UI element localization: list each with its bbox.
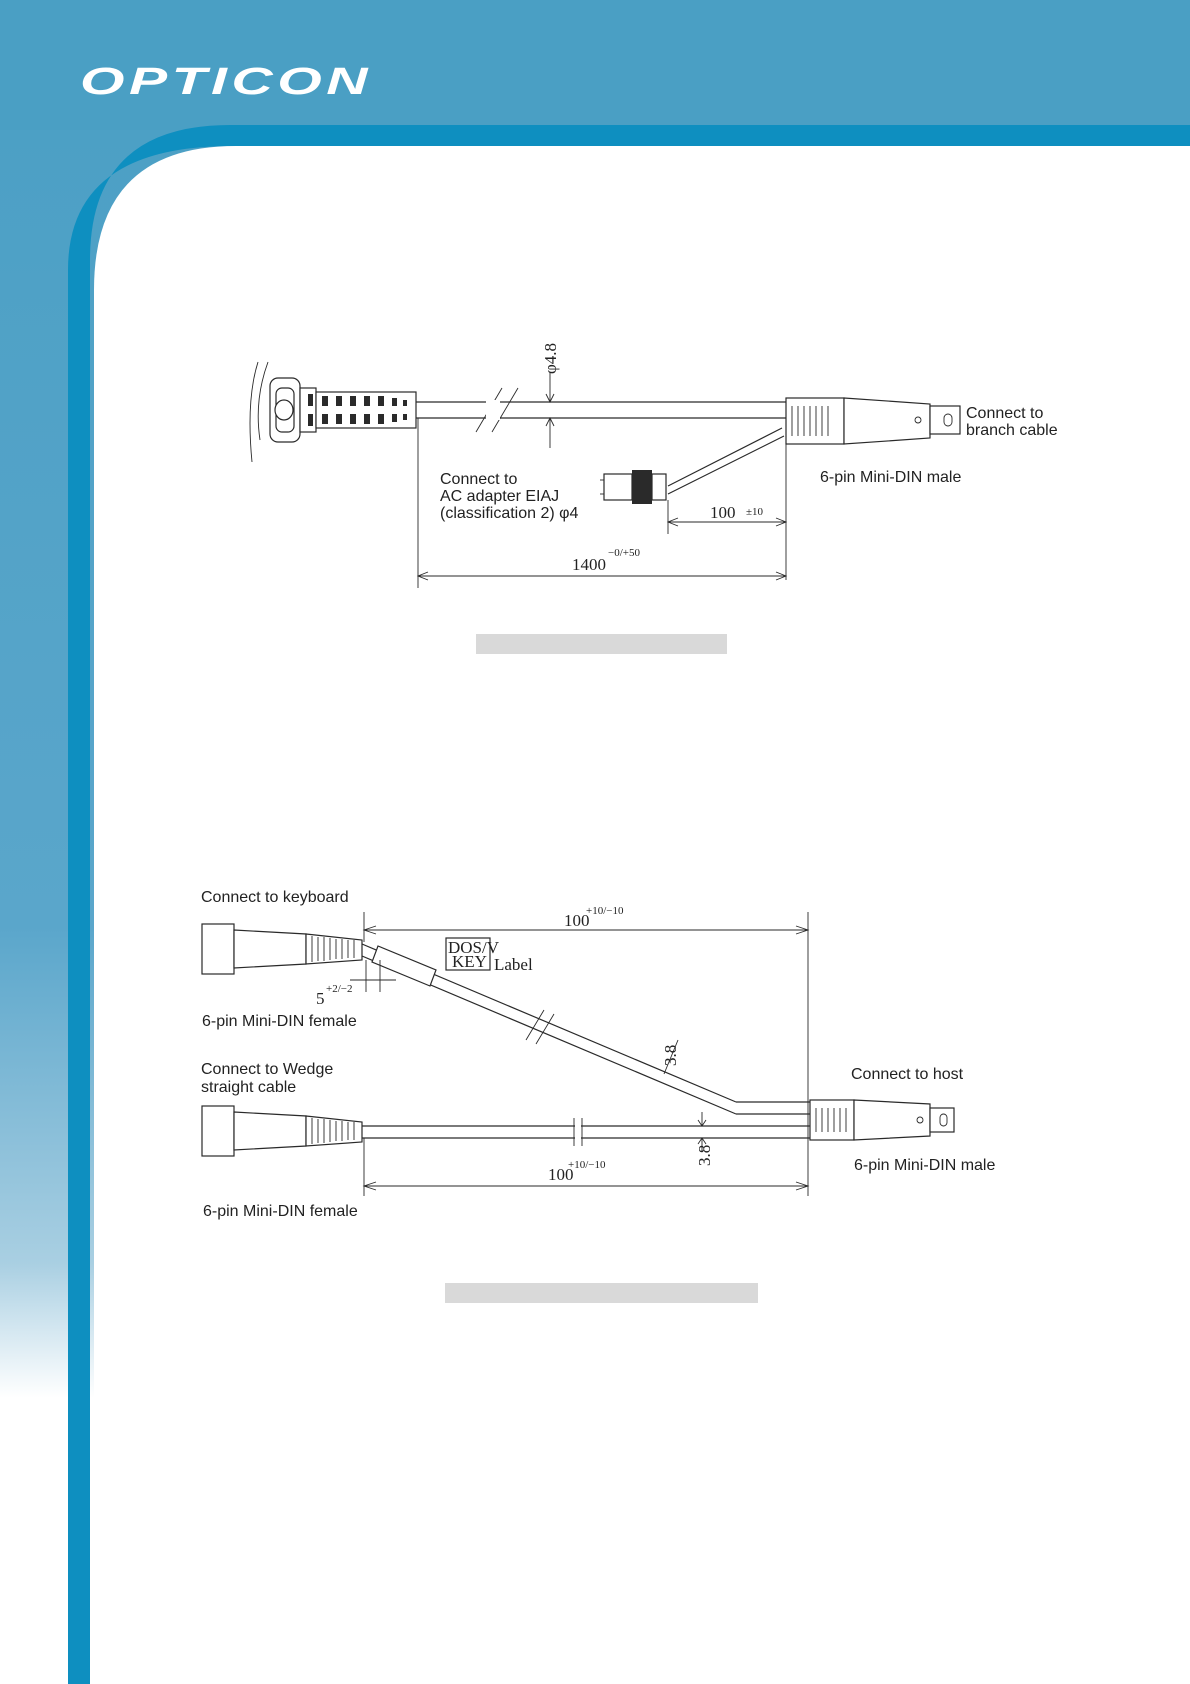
svg-text:6-pin Mini-DIN male: 6-pin Mini-DIN male	[854, 1157, 996, 1174]
din-female-connector-top-icon	[202, 924, 362, 974]
svg-text:5: 5	[316, 989, 325, 1008]
svg-text:Connect to: Connect to	[966, 405, 1044, 422]
svg-text:6-pin Mini-DIN male: 6-pin Mini-DIN male	[820, 469, 962, 486]
svg-text:+2/−2: +2/−2	[326, 983, 353, 995]
svg-text:Connect to: Connect to	[440, 471, 518, 488]
svg-text:Connect to keyboard: Connect to keyboard	[201, 889, 349, 906]
svg-text:DOS/V: DOS/V	[448, 938, 500, 957]
svg-text:Label: Label	[494, 955, 533, 974]
svg-text:Connect to host: Connect to host	[851, 1066, 964, 1083]
svg-text:3.8: 3.8	[661, 1044, 680, 1066]
din-female-connector-bottom-icon	[202, 1106, 362, 1156]
svg-text:OPTICON: OPTICON	[80, 61, 372, 103]
svg-text:6-pin Mini-DIN female: 6-pin Mini-DIN female	[202, 1013, 357, 1030]
svg-text:±10: ±10	[746, 506, 764, 518]
svg-text:(classification 2) φ4: (classification 2) φ4	[440, 505, 579, 522]
svg-text:Connect to Wedge: Connect to Wedge	[201, 1061, 334, 1078]
svg-text:6-pin Mini-DIN female: 6-pin Mini-DIN female	[203, 1203, 358, 1220]
svg-text:1400: 1400	[572, 555, 606, 574]
din-male-host-connector-icon	[810, 1100, 954, 1140]
svg-text:100: 100	[548, 1165, 574, 1184]
figure-caption-2	[445, 1283, 758, 1303]
svg-text:100: 100	[710, 503, 736, 522]
svg-text:3.8: 3.8	[695, 1144, 714, 1166]
svg-text:−0/+50: −0/+50	[608, 547, 640, 559]
svg-text:+10/−10: +10/−10	[586, 905, 624, 917]
svg-text:+10/−10: +10/−10	[568, 1159, 606, 1171]
svg-text:AC adapter EIAJ: AC adapter EIAJ	[440, 488, 560, 505]
svg-text:100: 100	[564, 911, 590, 930]
svg-text:KEY: KEY	[452, 952, 487, 971]
svg-text:straight cable: straight cable	[201, 1079, 297, 1096]
svg-text:branch cable: branch cable	[966, 422, 1058, 439]
svg-text:φ4.8: φ4.8	[541, 342, 560, 374]
